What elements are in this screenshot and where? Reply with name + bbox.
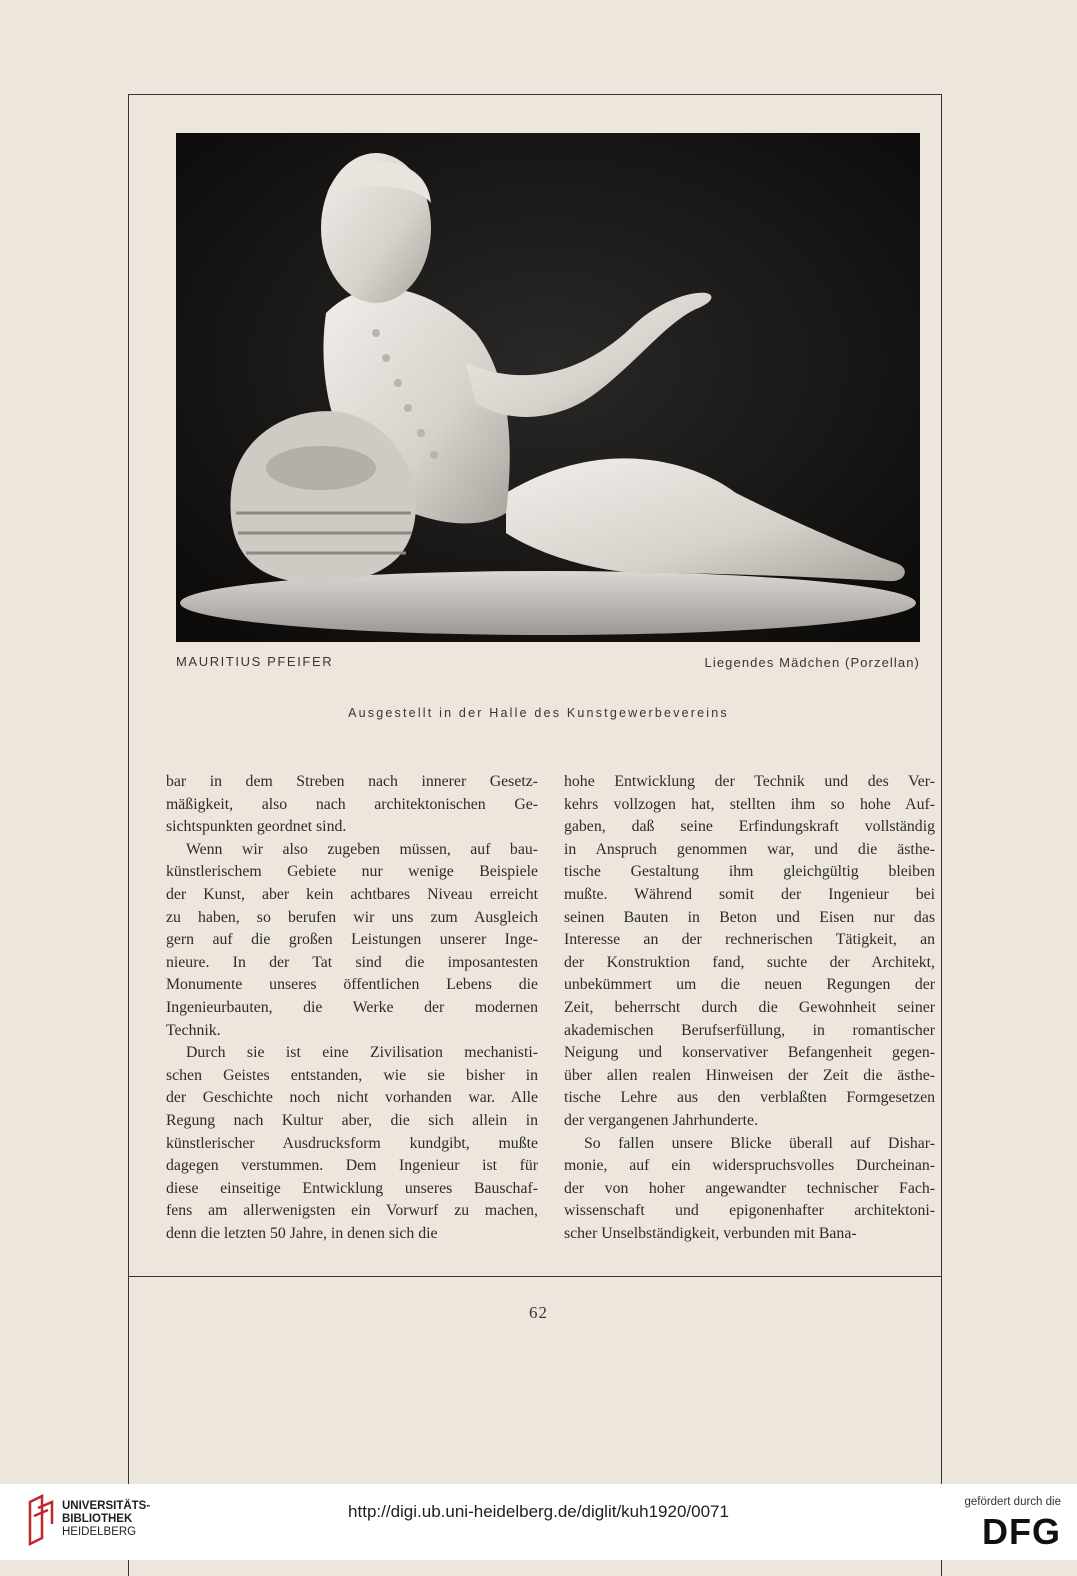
- frame-bottom-rule: [128, 1276, 942, 1277]
- text-line: nieure. In der Tat sind die imposantesten: [166, 953, 538, 971]
- caption-exhibit: Ausgestellt in der Halle des Kunstgewerbevereins: [348, 706, 729, 720]
- text-line: künstlerischer Ausdrucksform kundgibt, mußte: [166, 1134, 538, 1152]
- text-line: gern auf die großen Leistungen unserer Inge-: [166, 931, 538, 949]
- text-line: fens am allerwenigsten ein Vorwurf zu machen,: [166, 1202, 538, 1220]
- text-line: dagegen verstummen. Dem Ingenieur ist für: [166, 1157, 538, 1175]
- text-line: Zeit, beherrscht durch die Gewohnheit seiner: [564, 998, 935, 1016]
- text-line: diese einseitige Entwicklung unseres Bauschaf-: [166, 1179, 538, 1197]
- text-line: Monumente unseres öffentlichen Lebens die: [166, 976, 538, 994]
- text-line: der Konstruktion fand, suchte der Architekt,: [564, 953, 935, 971]
- text-line: sichtspunkten geordnet sind.: [166, 818, 347, 836]
- right-column: [564, 771, 935, 1245]
- text-line: tische Lehre aus den verblaßten Formgesetzen: [564, 1089, 935, 1107]
- text-line: akademischen Berufserfüllung, in romantischer: [564, 1021, 935, 1039]
- paragraph: [166, 839, 538, 1042]
- text-line: Ingenieurbauten, die Werke der modernen: [166, 998, 538, 1016]
- text-line: Interesse an der rechnerischen Tätigkeit, an: [564, 931, 935, 949]
- text-line: der Kunst, aber kein achtbares Niveau erreicht: [166, 885, 538, 903]
- library-line-1: UNIVERSITÄTS-: [62, 1500, 151, 1512]
- text-line: Regung nach Kultur aber, die sich allein in: [166, 1111, 538, 1129]
- text-line: zu haben, so berufen wir uns zum Ausgleich: [166, 908, 538, 926]
- text-line: tische Gestaltung ihm gleichgültig bleiben: [564, 863, 935, 881]
- text-line: kehrs vollzogen hat, stellten ihm so hohe Auf-: [564, 795, 935, 813]
- caption-artist: MAURITIUS PFEIFER: [176, 654, 334, 669]
- paragraph: [564, 771, 935, 1133]
- sculpture-image: [176, 133, 920, 642]
- text-line: der vergangenen Jahrhunderte.: [564, 1111, 759, 1129]
- source-url[interactable]: http://digi.ub.uni-heidelberg.de/diglit/kuh1920/0071: [348, 1502, 729, 1521]
- page-number: 62: [529, 1303, 548, 1322]
- text-line: Wenn wir also zugeben müssen, auf bau-: [186, 840, 538, 858]
- text-line: mäßigkeit, also nach architektonischen Ge-: [166, 795, 538, 813]
- text-line: seinen Bauten in Beton und Eisen nur das: [564, 908, 935, 926]
- text-line: über allen realen Hinweisen der Zeit die ästhe-: [564, 1066, 935, 1084]
- text-line: bar in dem Streben nach innerer Gesetz-: [166, 773, 538, 790]
- caption-title: Liegendes Mädchen (Porzellan): [704, 655, 920, 670]
- paragraph: [166, 771, 538, 839]
- library-line-2: BIBLIOTHEK: [62, 1513, 133, 1525]
- library-line-3: HEIDELBERG: [62, 1526, 137, 1538]
- funded-by-label: gefördert durch die: [964, 1496, 1061, 1508]
- text-line: denn die letzten 50 Jahre, in denen sich die: [166, 1224, 438, 1242]
- text-line: schen Geistes entstanden, wie sie bisher in: [166, 1066, 538, 1084]
- text-line: unbekümmert um die neuen Regungen der: [564, 976, 935, 994]
- text-line: wissenschaft und epigonenhafter architektoni-: [564, 1202, 935, 1220]
- text-line: der von hoher angewandter technischer Fach-: [564, 1179, 935, 1197]
- text-line: der Geschichte noch nicht vorhanden war. Alle: [166, 1089, 538, 1107]
- sculpture-photo: [176, 133, 920, 642]
- paragraph: [564, 1133, 935, 1246]
- text-line: hohe Entwicklung der Technik und des Ver-: [564, 773, 935, 790]
- text-line: gaben, daß seine Erfindungskraft vollständig: [564, 818, 935, 836]
- dfg-logo: DFG: [982, 1511, 1061, 1552]
- text-line: mußte. Während somit der Ingenieur bei: [564, 885, 935, 903]
- paragraph: [166, 1042, 538, 1245]
- text-line: Durch sie ist eine Zivilisation mechanisti-: [186, 1044, 538, 1062]
- text-line: monie, auf ein widerspruchsvolles Durcheinan-: [564, 1157, 935, 1175]
- footer-bar: [0, 1484, 1077, 1560]
- text-line: So fallen unsere Blicke überall auf Dishar-: [584, 1134, 935, 1152]
- text-line: in Anspruch genommen war, und die ästhe-: [564, 840, 935, 858]
- left-column: [166, 771, 538, 1245]
- text-line: scher Unselbständigkeit, verbunden mit Bana-: [564, 1224, 857, 1242]
- text-line: künstlerischem Gebiete nur wenige Beispiele: [166, 863, 538, 881]
- text-line: Neigung und konservativer Befangenheit gegen-: [564, 1044, 935, 1062]
- text-line: Technik.: [166, 1021, 221, 1039]
